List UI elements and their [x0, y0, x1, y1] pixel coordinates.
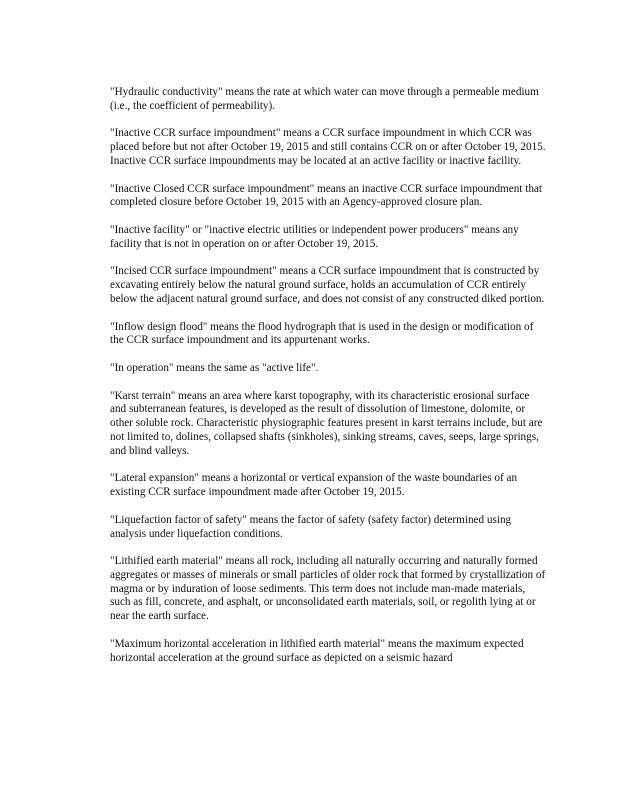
definition-inactive-closed-ccr-surface-impoundment: "Inactive Closed CCR surface impoundment" means an inactive CCR surface impoundment that completed closure before October 19, 2015 with an Agency-approved closure plan.	[110, 182, 542, 209]
definition-liquefaction-factor-of-safety: "Liquefaction factor of safety" means the factor of safety (safety factor) determined using analysis under liquefaction conditions.	[110, 513, 512, 540]
definition-maximum-horizontal-acceleration: "Maximum horizontal acceleration in lithified earth material" means the maximum expected horizontal acceleration at the ground surface as depicted on a seismic hazard	[110, 637, 524, 664]
definition-incised-ccr-surface-impoundment: "Incised CCR surface impoundment" means a CCR surface impoundment that is constructed by excavating entirely below the natural ground surface, holds an accumulation of CCR entirely below the adjacent natural ground surface, and does not consist of any constructed diked portion.	[110, 265, 545, 305]
definition-karst-terrain: "Karst terrain" means an area where karst topography, with its characteristic erosional surface and subterranean features, is developed as the result of dissolution of limestone, dolomite, or other soluble rock. Characteristic physiographic features present in karst terrains include, but are not limited to, dolines, collapsed shafts (sinkholes), sinking streams, caves, seeps, large springs, and blind valleys.	[110, 389, 543, 457]
definition-lateral-expansion: "Lateral expansion" means a horizontal or vertical expansion of the waste boundaries of an existing CCR surface impoundment made after October 19, 2015.	[110, 472, 518, 499]
definition-in-operation: "In operation" means the same as "active life".	[110, 361, 319, 374]
document-page	[110, 86, 546, 665]
definition-lithified-earth-material: "Lithified earth material" means all rock, including all naturally occurring and naturally formed aggregates or masses of minerals or small particles of older rock that formed by crystallization of magma or by induration of loose sediments. This term does not include man-made materials, such as fill, concrete, and asphalt, or unconsolidated earth materials, soil, or regolith lying at or near the earth surface.	[110, 555, 546, 623]
definition-inflow-design-flood: "Inflow design flood" means the flood hydrograph that is used in the design or modification of the CCR surface impoundment and its appurtenant works.	[110, 320, 534, 347]
definition-inactive-ccr-surface-impoundment: "Inactive CCR surface impoundment" means a CCR surface impoundment in which CCR was placed before but not after October 19, 2015 and still contains CCR on or after October 19, 2015. Inactive CCR surface impoundments may be located at an active facility or inactive facility.	[110, 127, 546, 167]
definition-hydraulic-conductivity: "Hydraulic conductivity" means the rate at which water can move through a permeable medium (i.e., the coefficient of permeability).	[110, 86, 539, 112]
definition-inactive-facility: "Inactive facility" or "inactive electric utilities or independent power producers" means any facility that is not in operation on or after October 19, 2015.	[110, 223, 519, 250]
